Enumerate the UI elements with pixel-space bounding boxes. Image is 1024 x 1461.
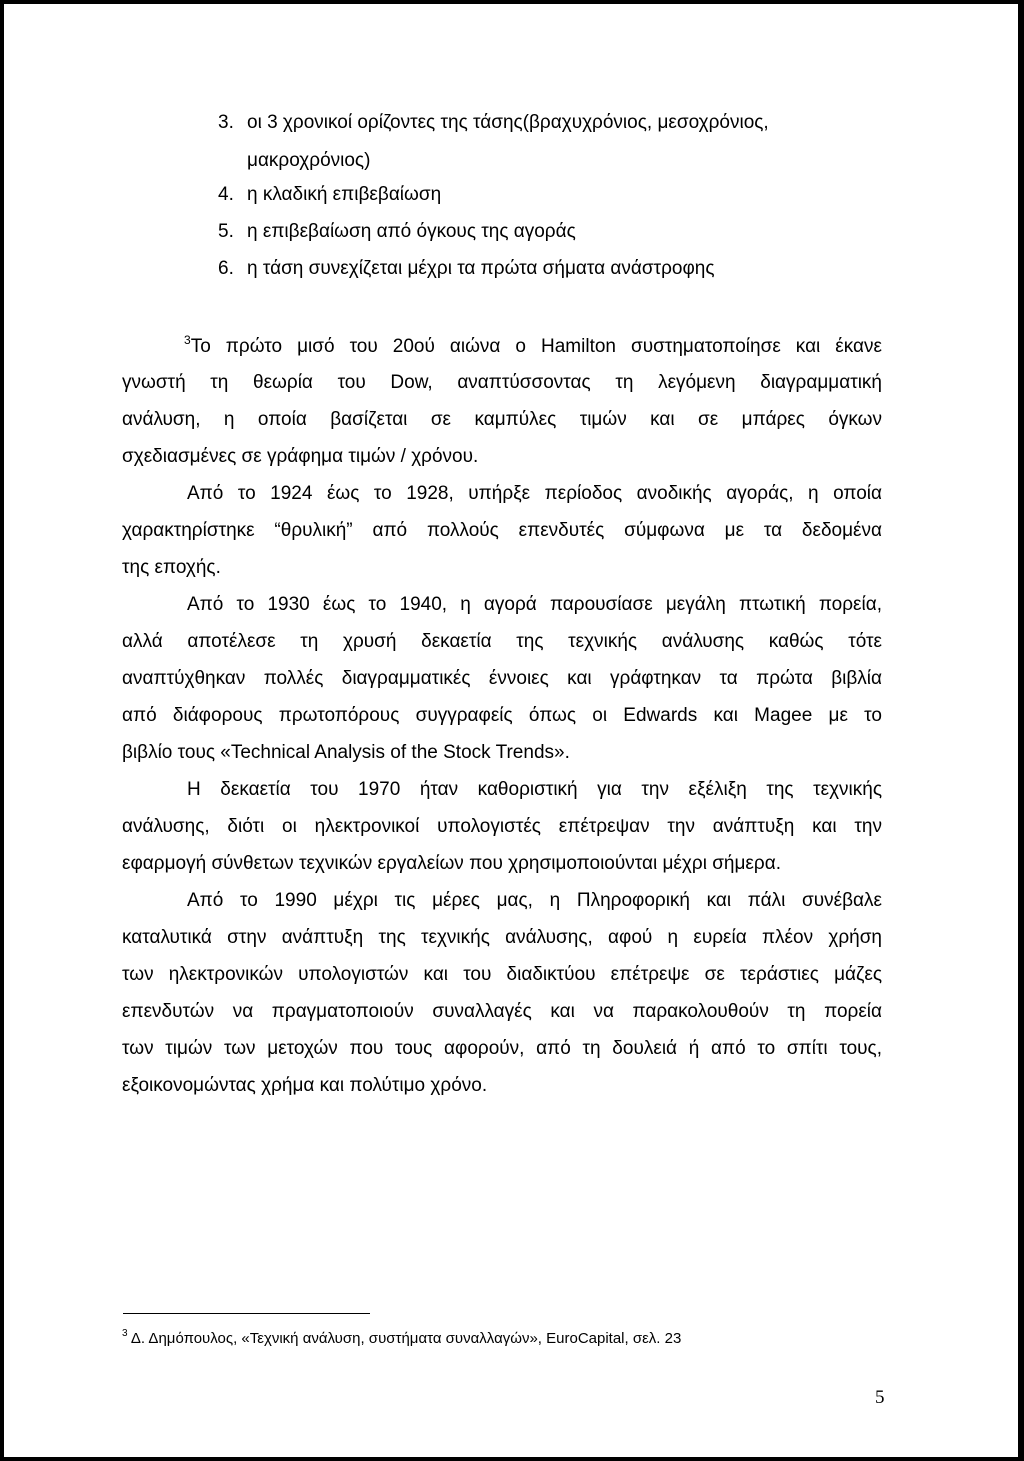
paragraph-line: Η δεκαετία του 1970 ήταν καθοριστική για την εξέλιξη της τεχνικής xyxy=(187,779,882,800)
paragraph-line: Από το 1930 έως το 1940, η αγορά παρουσίασε μεγάλη πτωτική πορεία, xyxy=(187,594,882,615)
list-item-continuation: μακροχρόνιος) xyxy=(247,150,371,171)
footnote-reference: 3 xyxy=(184,333,191,347)
document-page xyxy=(4,4,1018,1457)
paragraph-line: ανάλυση, η οποία βασίζεται σε καμπύλες τιμών και σε μπάρες όγκων xyxy=(122,409,882,430)
list-text: η τάση συνεχίζεται μέχρι τα πρώτα σήματα ανάστροφης xyxy=(247,258,715,279)
paragraph-line: Από το 1924 έως το 1928, υπήρξε περίοδος ανοδικής αγοράς, η οποία xyxy=(187,483,882,504)
footnote-marker: 3 xyxy=(122,1328,128,1339)
list-item xyxy=(218,221,576,243)
paragraph-line: εξοικονομώντας χρήμα και πολύτιμο χρόνο. xyxy=(122,1075,488,1096)
paragraph-line: χαρακτηρίστηκε “θρυλική” από πολλούς επενδυτές σύμφωνα με τα δεδομένα xyxy=(122,520,882,541)
list-item xyxy=(218,112,769,134)
list-item xyxy=(218,184,441,206)
paragraph-line: από διάφορους πρωτοπόρους συγγραφείς όπως οι Edwards και Magee με το xyxy=(122,705,882,726)
list-item xyxy=(218,258,715,280)
list-text: η επιβεβαίωση από όγκους της αγοράς xyxy=(247,221,576,242)
footnote-separator xyxy=(123,1313,370,1314)
paragraph-line: βιβλίο τους «Technical Analysis of the Stock Trends». xyxy=(122,742,570,763)
paragraph-line: των τιμών των μετοχών που τους αφορούν, από τη δουλειά ή από το σπίτι τους, xyxy=(122,1038,882,1059)
list-number: 3. xyxy=(218,112,234,133)
list-text: η κλαδική επιβεβαίωση xyxy=(247,184,442,205)
footnote xyxy=(122,1330,681,1348)
paragraph-line: γνωστή τη θεωρία του Dow, αναπτύσσοντας τη λεγόμενη διαγραμματική xyxy=(122,372,882,393)
paragraph-line: ανάλυσης, διότι οι ηλεκτρονικοί υπολογιστές επέτρεψαν την ανάπτυξη και την xyxy=(122,816,882,837)
list-number: 6. xyxy=(218,258,234,279)
list-number: 4. xyxy=(218,184,234,205)
paragraph-line: καταλυτικά στην ανάπτυξη της τεχνικής ανάλυσης, αφού η ευρεία πλέον χρήση xyxy=(122,927,882,948)
paragraph-line: $^3$Το πρώτο μισό του 20ού αιώνα ο Hamilton συστηματοποίησε και έκανε xyxy=(184,333,882,357)
paragraph-line: εφαρμογή σύνθετων τεχνικών εργαλείων που χρησιμοποιούνται μέχρι σήμερα. xyxy=(122,853,781,874)
paragraph-line: της εποχής. xyxy=(122,557,221,578)
paragraph-line: Από το 1990 μέχρι τις μέρες μας, η Πληροφορική και πάλι συνέβαλε xyxy=(187,890,882,911)
paragraph-line: των ηλεκτρονικών υπολογιστών και του διαδικτύου επέτρεψε σε τεράστιες μάζες xyxy=(122,964,882,985)
paragraph-line: αναπτύχθηκαν πολλές διαγραμματικές έννοιες και γράφτηκαν τα πρώτα βιβλία xyxy=(122,668,882,689)
paragraph-line: σχεδιασμένες σε γράφημα τιμών / χρόνου. xyxy=(122,446,479,467)
list-text: οι 3 χρονικοί ορίζοντες της τάσης(βραχυχρόνιος, μεσοχρόνιος, xyxy=(247,112,769,133)
page-number: 5 xyxy=(875,1387,885,1408)
list-number: 5. xyxy=(218,221,234,242)
paragraph-line: αλλά αποτέλεσε τη χρυσή δεκαετία της τεχνικής ανάλυσης καθώς τότε xyxy=(122,631,882,652)
paragraph-line: επενδυτών να πραγματοποιούν συναλλαγές και να παρακολουθούν τη πορεία xyxy=(122,1001,882,1022)
footnote-text: Δ. Δημόπουλος, «Τεχνική ανάλυση, συστήματα συναλλαγών», EuroCapital, σελ. 23 xyxy=(130,1330,682,1347)
